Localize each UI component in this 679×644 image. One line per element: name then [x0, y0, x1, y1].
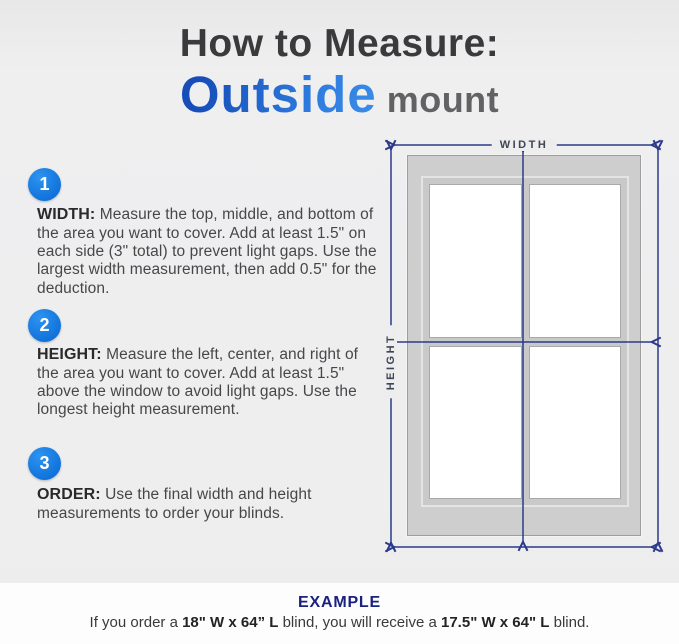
step-3-text — [37, 486, 378, 523]
width-arrow-label: WIDTH — [492, 139, 557, 151]
step-2-text — [37, 346, 378, 420]
step-2-label: HEIGHT: — [37, 346, 102, 363]
step-1-badge: 1 — [28, 168, 61, 201]
page-title — [0, 22, 679, 123]
example-heading: EXAMPLE — [298, 594, 381, 611]
step-1-body: Measure the top, middle, and bottom of the area you want to cover. Add at least 1.5" on each side (3" total) to prevent light gaps. Use the largest width measurement, then add 0.5" for the deduction. — [37, 206, 377, 297]
step-3-label: ORDER: — [37, 486, 101, 503]
example-sentence — [0, 614, 679, 631]
example-suffix: blind. — [549, 614, 590, 631]
example-footer — [0, 583, 679, 644]
example-prefix: If you order a — [89, 614, 183, 631]
height-arrow-label: HEIGHT — [385, 326, 397, 399]
example-ordered-size: 18" W x 64” L — [182, 614, 279, 631]
step-3-body: Use the final width and height measurements to order your blinds. — [37, 486, 312, 522]
measurement-arrows-icon — [385, 136, 675, 556]
example-received-size: 17.5" W x 64" L — [441, 614, 550, 631]
step-1-label: WIDTH: — [37, 206, 96, 223]
step-3-badge: 3 — [28, 447, 61, 480]
example-middle: blind, you will receive a — [278, 614, 441, 631]
step-2-badge: 2 — [28, 309, 61, 342]
title-suffix: mount — [386, 78, 500, 120]
title-line1: How to Measure: — [179, 22, 500, 65]
step-1-text — [37, 206, 378, 298]
title-line2 — [0, 65, 679, 123]
title-highlight: Outside — [179, 65, 377, 123]
window-measurement-diagram — [385, 136, 675, 556]
step-2-body: Measure the left, center, and right of the area you want to cover. Add at least 1.5" above the window to avoid light gaps. Use the longest height measurement. — [37, 346, 359, 419]
